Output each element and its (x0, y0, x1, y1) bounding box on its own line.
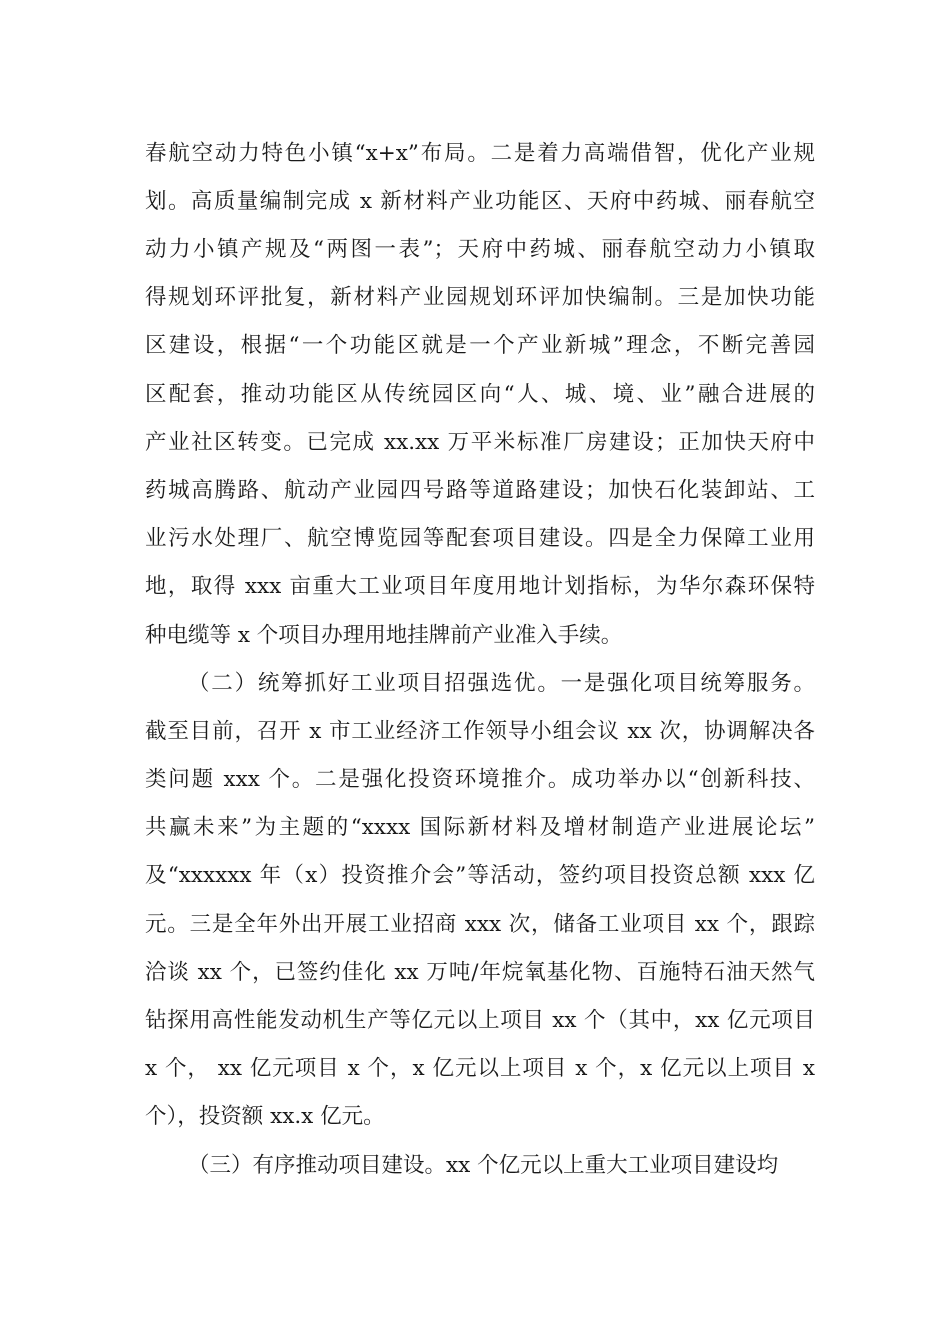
body-text-line: 划。高质量编制完成 x 新材料产业功能区、天府中药城、丽春航空 (145, 189, 815, 214)
body-text-line: 个），投资额 xx.x 亿元。 (145, 1104, 385, 1129)
body-text-line: 类问题 xxx 个。二是强化投资环境推介。成功举办以“创新科技、 (145, 767, 815, 792)
body-text-line: 及“xxxxxx 年（x）投资推介会”等活动，签约项目投资总额 xxx 亿 (145, 863, 815, 888)
body-text-line: 区建设，根据“一个功能区就是一个产业新城”理念，不断完善园 (145, 333, 815, 358)
body-text-line: 共赢未来”为主题的“xxxx 国际新材料及增材制造产业进展论坛” (145, 815, 815, 840)
body-text-line: 元。三是全年外出开展工业招商 xxx 次，储备工业项目 xx 个，跟踪 (145, 912, 815, 937)
section-heading-line: （二）统筹抓好工业项目招强选优。一是强化项目统筹服务。 (188, 671, 815, 696)
body-text-line: 春航空动力特色小镇“x+x”布局。二是着力高端借智，优化产业规 (145, 141, 815, 166)
body-text-line: 洽谈 xx 个，已签约佳化 xx 万吨/年烷氧基化物、百施特石油天然气 (145, 960, 815, 985)
body-text-line: 种电缆等 x 个项目办理用地挂牌前产业准入手续。 (145, 623, 623, 648)
body-text-line: 得规划环评批复，新材料产业园规划环评加快编制。三是加快功能 (145, 285, 815, 310)
body-text-line: 地，取得 xxx 亩重大工业项目年度用地计划指标，为华尔森环保特 (145, 574, 815, 599)
body-text-line: 截至目前，召开 x 市工业经济工作领导小组会议 xx 次，协调解决各 (145, 719, 815, 744)
body-text-line: 区配套，推动功能区从传统园区向“人、城、境、业”融合进展的 (145, 382, 815, 407)
body-text-line: 业污水处理厂、航空博览园等配套项目建设。四是全力保障工业用 (145, 526, 815, 551)
body-text-line: 钻探用高性能发动机生产等亿元以上项目 xx 个（其中，xx 亿元项目 (145, 1008, 815, 1033)
body-text-line: 动力小镇产规及“两图一表”；天府中药城、丽春航空动力小镇取 (145, 237, 815, 262)
body-text-line: 药城高腾路、航动产业园四号路等道路建设；加快石化装卸站、工 (145, 478, 815, 503)
body-text-line: x 个， xx 亿元项目 x 个，x 亿元以上项目 x 个，x 亿元以上项目 x (145, 1056, 815, 1081)
section-heading-line: （三）有序推动项目建设。xx 个亿元以上重大工业项目建设均 (188, 1153, 779, 1178)
body-text-line: 产业社区转变。已完成 xx.xx 万平米标准厂房建设；正加快天府中 (145, 430, 815, 455)
